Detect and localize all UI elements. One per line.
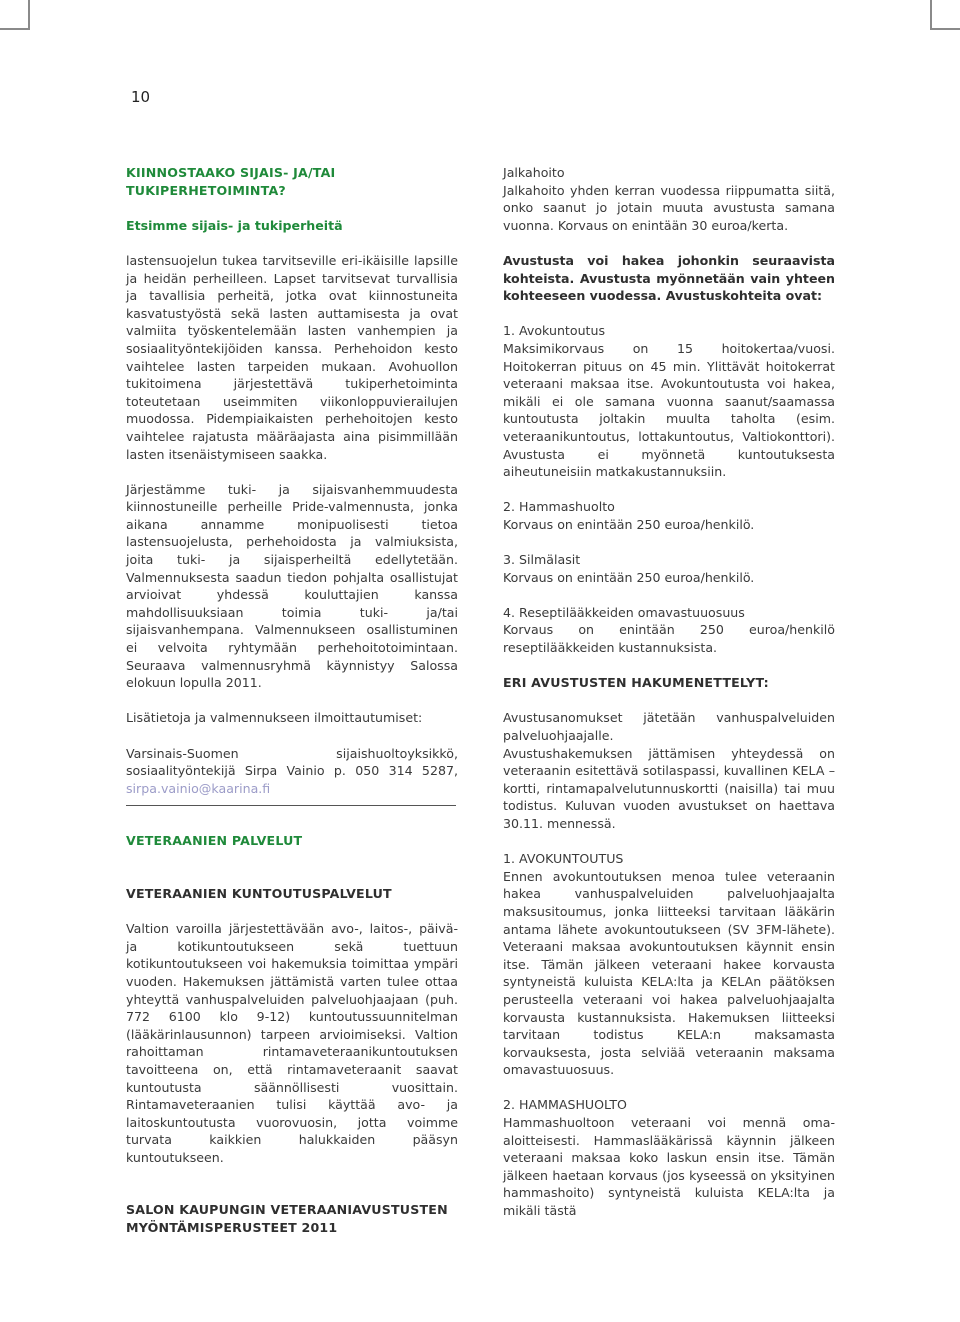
- item2-text: Korvaus on enintään 250 euroa/henkilö.: [503, 516, 755, 532]
- contact-text: Varsinais-Suomen sijaishuoltoyksikkö, sosiaalityöntekijä Sirpa Vainio p. 050 314 5287,: [126, 745, 458, 779]
- paragraph-kuntoutus: Valtion varoilla järjestettävään avo-, laitos-, päivä- ja kotikuntoutukseen sekä tuettuun kotikuntoutukseen voi hakemuksia toimittaa ympäri vuoden. Hakemuksen jättämistä varten tulee ottaa yhteyttä vanhuspalveluiden palveluohjaajaan (puh. 772 6100 klo 9-12) kuntoutussuunnitelman (lääkärinlausunnon) tarpeen arvioimiseksi. Valtion rahoittaman rintamaveteraanikuntoutuksen tavoitteena on, että rintamaveteraanit saavat kuntoutusta säännöllisesti vuosittain. Rintamaveteraanien tulisi käyttää avo- ja laitoskuntoutusta vuorovuosin, jotta voimme turvata kaikkien halukkaiden pääsyn kuntoutukseen.: [126, 921, 458, 1165]
- item3-title: 3. Silmälasit: [503, 552, 581, 568]
- jalkahoito-title: Jalkahoito: [503, 165, 565, 180]
- divider: [126, 805, 456, 806]
- right-column: [503, 164, 835, 1220]
- item4-text: Korvaus on enintään 250 euroa/henkilö reseptilääkkeiden kustannuksista.: [503, 622, 835, 656]
- crop-mark-right-top: [930, 28, 960, 30]
- hammashuolto-title: 2. HAMMASHUOLTO: [503, 1097, 627, 1113]
- contact-email-link[interactable]: sirpa.vainio@kaarina.fi: [126, 780, 271, 796]
- heading-hakumenettelyt: ERI AVUSTUSTEN HAKUMENETTELYT:: [503, 675, 769, 691]
- paragraph-hakemus-liitteet: Avustushakemuksen jättämisen yhteydessä on veteraanin esitettävä sotilaspassi, kuvallinen KELA –kortti, rintamapalvelutunnuskortti (naisilla) tai muu todistus. Kuluvan vuoden avustukset on haettava 30.11. mennessä.: [503, 745, 835, 831]
- avustus-intro-bold: Avustusta voi hakea johonkin seuraavista kohteista. Avustusta myönnetään vain yhteen kohteeseen vuodessa. Avustuskohteita ovat:: [503, 252, 835, 304]
- crop-mark-top-right: [930, 0, 932, 30]
- crop-mark-top-left: [28, 0, 30, 30]
- item2-title: 2. Hammashuolto: [503, 499, 615, 515]
- left-column: [126, 164, 458, 1254]
- paragraph-pride: Järjestämme tuki- ja sijaisvanhemmuudesta kiinnostuneille perheille Pride-valmennusta, jonka aikana annamme monipuolisesti tietoa lastensuojelusta, perhehoidosta ja valmiuksista, joita tuki- ja sijaisperheiltä edellytetään. Valmennuksesta saadun tiedon pohjalta osallistujat arvioivat yhdessä kouluttajien kanssa mahdollisuuksiaan toimia tuki- ja/tai sijaisvanhempana. Valmennukseen osallistuminen ei velvoita ryhtymään perhehoitotoimintaan. Seuraava valmennusryhmä käynnistyy Salossa elokuun lopulla 2011.: [126, 481, 458, 691]
- avokuntoutus-text: Ennen avokuntoutuksen menoa tulee veteraanin hakea vanhuspalveluiden palveluohjaajalta maksusitoumus, jonka liitteeksi tarvitaan lääkärin antama lähete avokuntoutukseen (SV 3FM-lähete). Veteraani maksaa avokuntoutuksen käynnit ensin itse. Tämän jälkeen veteraani hakee korvausta syntyneistä kuluista KELA:lta ja KELAn päätöksen perusteella veteraani voi hakea palveluohjaajalta korvausta kustannuksista. Hakemuksen liitteeksi tarvitaan todistus KELA:n maksamasta korvauksesta, josta selviää veteraanin maksama omavastuuosuus.: [503, 868, 835, 1078]
- item1-title: 1. Avokuntoutus: [503, 323, 606, 339]
- heading-veteraanien-palvelut: VETERAANIEN PALVELUT: [126, 833, 303, 849]
- crop-mark-left-top: [0, 28, 30, 30]
- hammashuolto-text: Hammashuoltoon veteraani voi mennä oma-aloitteisesti. Hammaslääkärissä käynnin jälkeen veteraani maksaa koko laskun ensin itse. Tämän jälkeen haetaan korvaus (jos kyseessä on yksityinen hammashoito) syntyneistä kuluista KELA:lta ja mikäli tästä: [503, 1115, 835, 1219]
- paragraph-intro: lastensuojelun tukea tarvitseville eri-ikäisille lapsille ja heidän perheilleen. Lapset tarvitsevat turvallisia ja tavallisia perheitä, jotka ovat kiinnostuneita kasvatustyöstä sekä lasten auttamisesta ja ovat valmiita työskentelemään lasten vanhempien ja sosiaalityöntekijöiden kanssa. Perhehoidon kesto vaihtelee lasten tarpeiden mukaan. Avohuollon tukitoimena järjestettävä tukiperhetoiminta toteutetaan useimmiten viikonloppuvierailujen muodossa. Pidempiaikaisten perhehoitojen kesto vaihtelee rajatusta määräajasta aina pisimmillään lasten itsenäistymiseen saakka.: [126, 252, 458, 462]
- avokuntoutus-title: 1. AVOKUNTOUTUS: [503, 851, 624, 867]
- jalkahoito-text: Jalkahoito yhden kerran vuodessa riippumatta siitä, onko saanut jo jotain muuta avustusta samana vuonna. Korvaus on enintään 30 euroa/kerta.: [503, 182, 835, 233]
- item4-title: 4. Reseptilääkkeiden omavastuuosuus: [503, 604, 745, 620]
- page-number: 10: [131, 88, 151, 106]
- heading-sijais-tukiperhe: KIINNOSTAAKO SIJAIS- JA/TAI TUKIPERHETOIMINTA?: [126, 165, 336, 198]
- heading-kuntoutuspalvelut: VETERAANIEN KUNTOUTUSPALVELUT: [126, 885, 392, 901]
- item1-text: Maksimikorvaus on 15 hoitokertaa/vuosi. Hoitokerran pituus on 45 min. Ylittävät hoitokerrat veteraani maksaa itse. Avokuntoutusta voi hakea, mikäli ei ole samana vuonna saanut/saamassa kuntoutusta joltakin muulta taholta (esim. veteraanikuntoutus, lottakuntoutus, Valtiokonttori). Avustusta ei myönnetä kuntoutuksesta aiheutuneisiin matkakustannuksiin.: [503, 340, 835, 480]
- subheading-etsimme: Etsimme sijais- ja tukiperheitä: [126, 217, 343, 233]
- paragraph-lisatietoja: Lisätietoja ja valmennukseen ilmoittautumiset:: [126, 710, 423, 726]
- paragraph-hakemukset: Avustusanomukset jätetään vanhuspalveluiden palveluohjaajalle.: [503, 710, 835, 743]
- paragraph-contact: [126, 745, 458, 798]
- item3-text: Korvaus on enintään 250 euroa/henkilö.: [503, 569, 755, 585]
- heading-veteraaniavustukset: SALON KAUPUNGIN VETERAANIAVUSTUSTEN MYÖNTÄMISPERUSTEET 2011: [126, 1202, 448, 1236]
